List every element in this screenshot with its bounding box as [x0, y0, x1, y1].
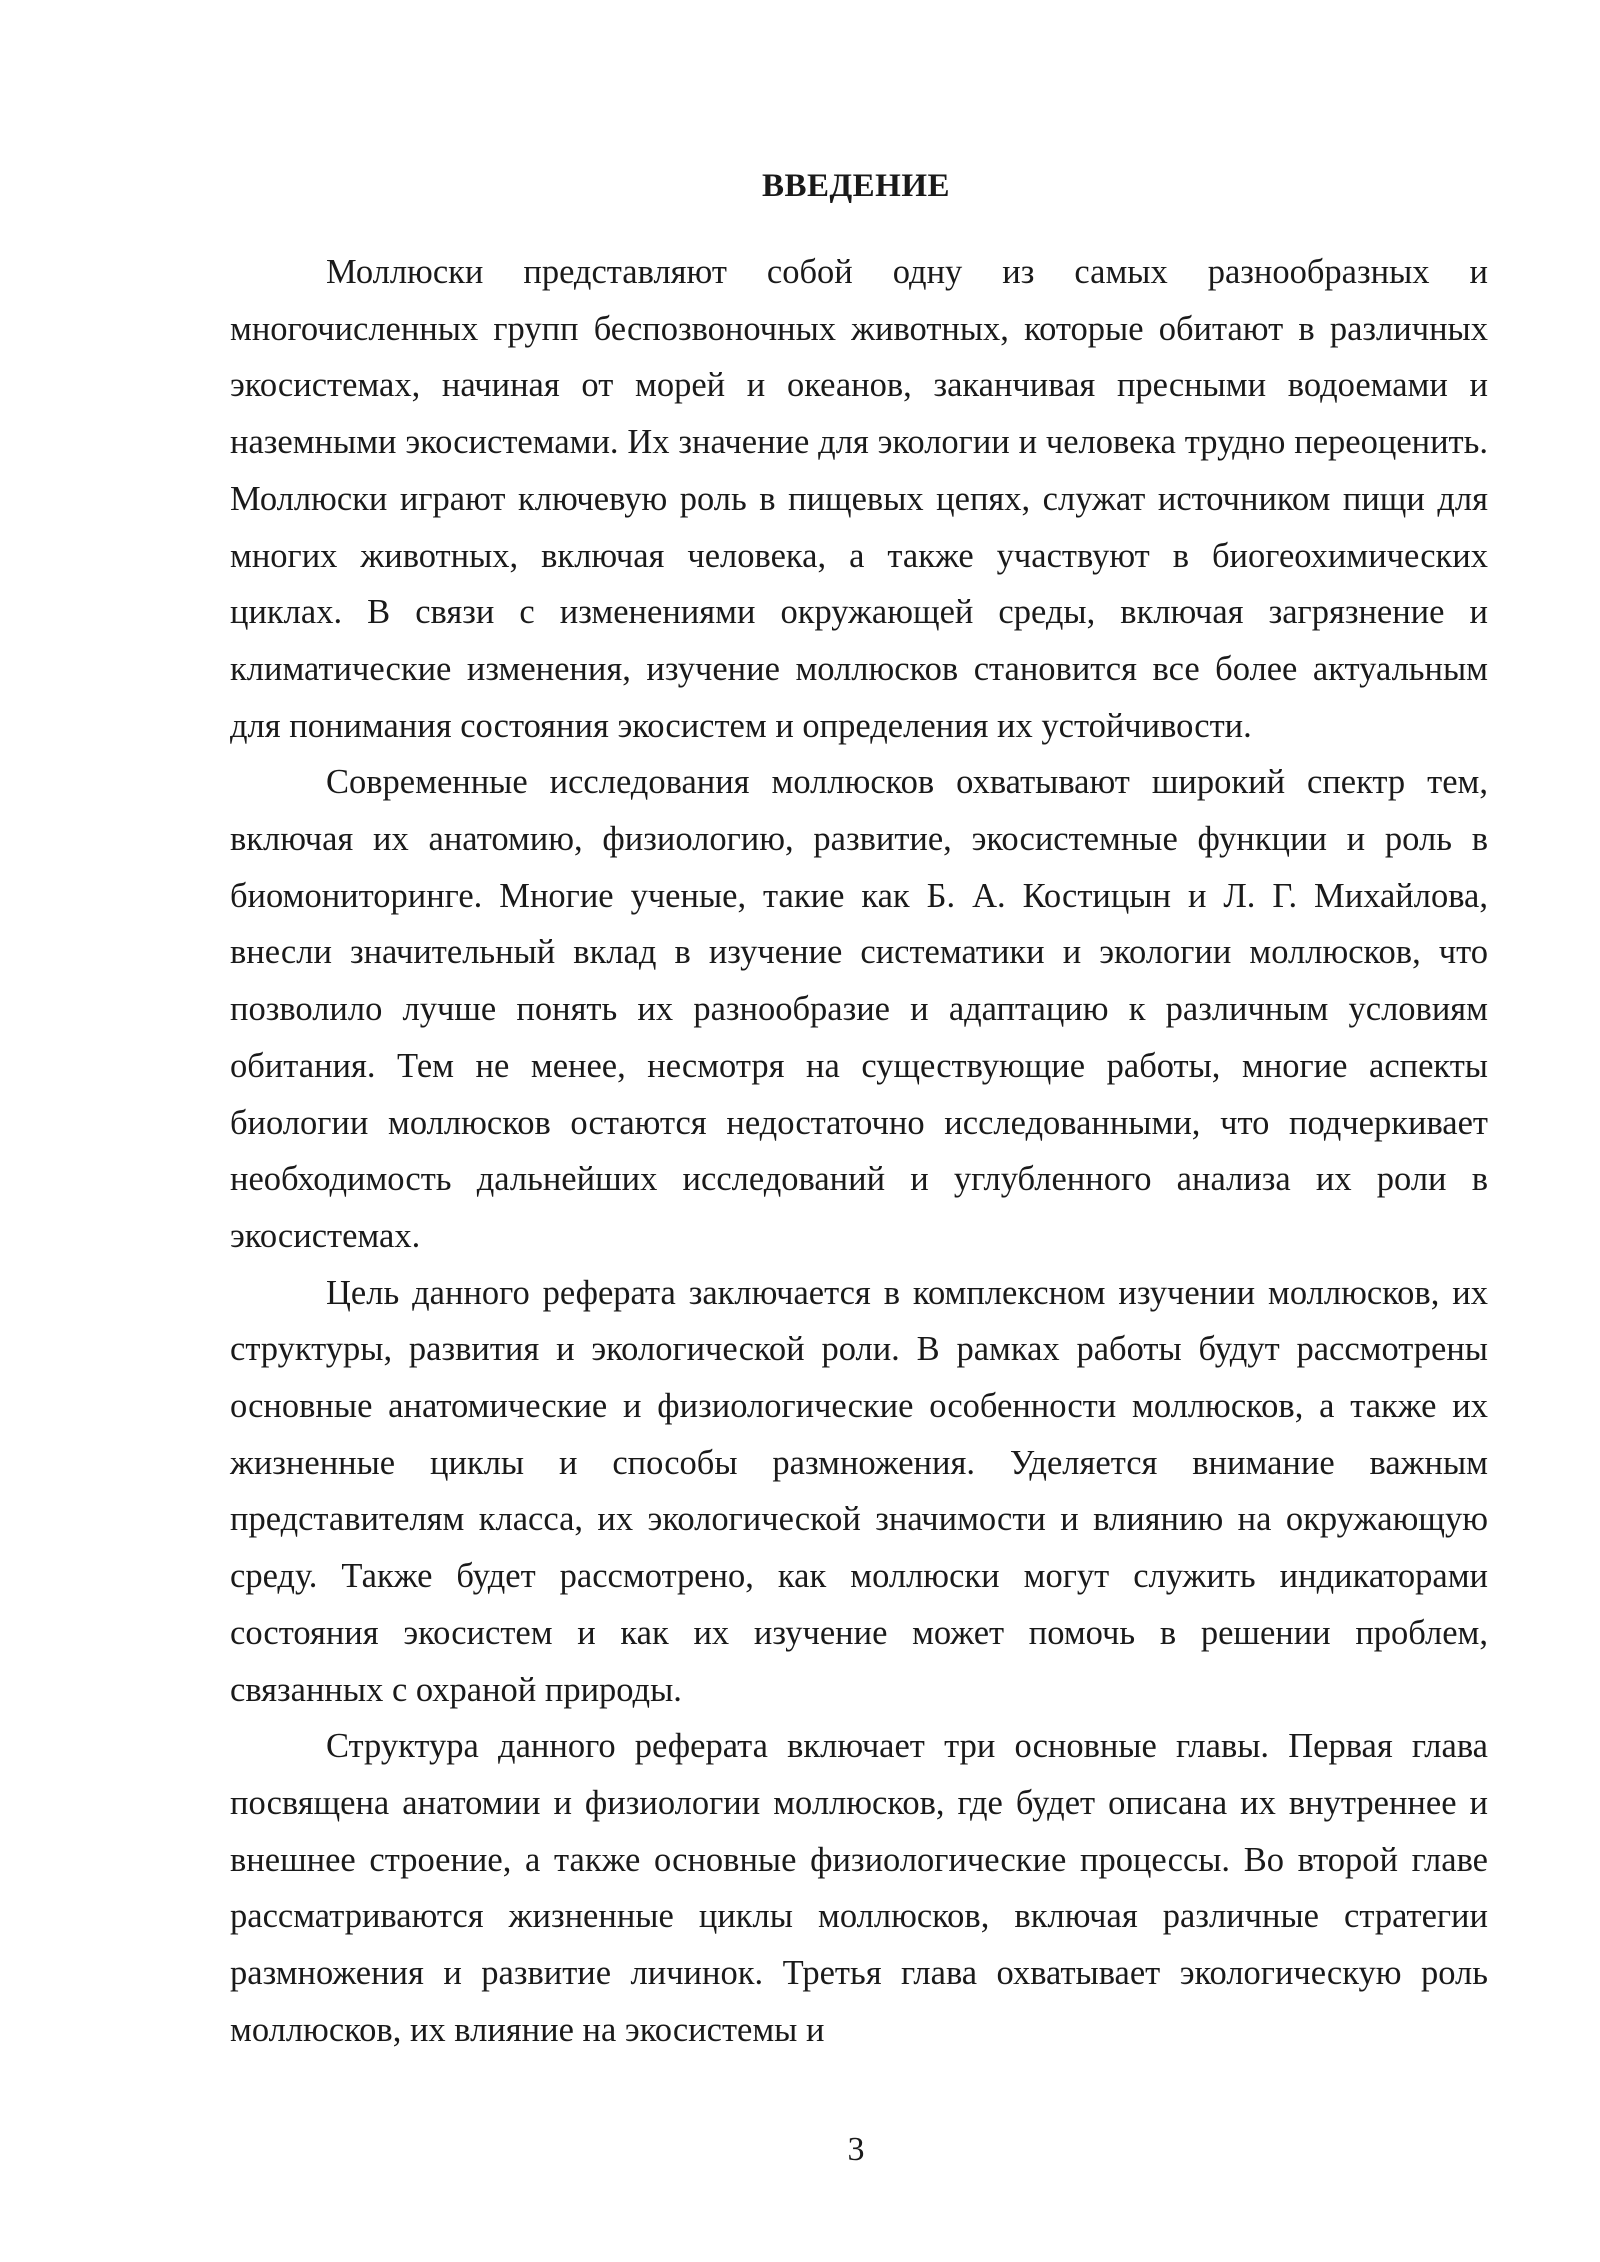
- section-title: ВВЕДЕНИЕ: [761, 168, 951, 204]
- body-text: [230, 244, 1488, 2059]
- paragraph-4: Структура данного реферата включает три основные главы. Первая глава посвящена анатомии и физиологии моллюсков, где будет описана их внутреннее и внешнее строение, а также основные физиологические процессы. Во второй главе рассматриваются жизненные циклы моллюсков, включая различные стратегии размножения и развитие личинок. Третья глава охватывает экологическую роль моллюсков, их влияние на экосистемы и: [230, 1727, 1488, 2049]
- page-number: 3: [847, 2131, 865, 2168]
- paragraph-2: Современные исследования моллюсков охватывают широкий спектр тем, включая их анатомию, физиологию, развитие, экосистемные функции и роль в биомониторинге. Многие ученые, такие как Б. А. Костицын и Л. Г. Михайлова, внесли значительный вклад в изучение систематики и экологии моллюсков, что позволило лучше понять их разнообразие и адаптацию к различным условиям обитания. Тем не менее, несмотря на существующие работы, многие аспекты биологии моллюсков остаются недостаточно исследованными, что подчеркивает необходимость дальнейших исследований и углубленного анализа их роли в экосистемах.: [230, 763, 1488, 1255]
- paragraph-1: Моллюски представляют собой одну из самых разнообразных и многочисленных групп беспозвоночных животных, которые обитают в различных экосистемах, начиная от морей и океанов, заканчивая пресными водоемами и наземными экосистемами. Их значение для экологии и человека трудно переоценить. Моллюски играют ключевую роль в пищевых цепях, служат источником пищи для многих животных, включая человека, а также участвуют в биогеохимических циклах. В связи с изменениями окружающей среды, включая загрязнение и климатические изменения, изучение моллюсков становится все более актуальным для понимания состояния экосистем и определения их устойчивости.: [230, 253, 1488, 745]
- paragraph-3: Цель данного реферата заключается в комплексном изучении моллюсков, их структуры, развития и экологической роли. В рамках работы будут рассмотрены основные анатомические и физиологические особенности моллюсков, а также их жизненные циклы и способы размножения. Уделяется внимание важным представителям класса, их экологической значимости и влиянию на окружающую среду. Также будет рассмотрено, как моллюски могут служить индикаторами состояния экосистем и как их изучение может помочь в решении проблем, связанных с охраной природы.: [230, 1273, 1488, 1709]
